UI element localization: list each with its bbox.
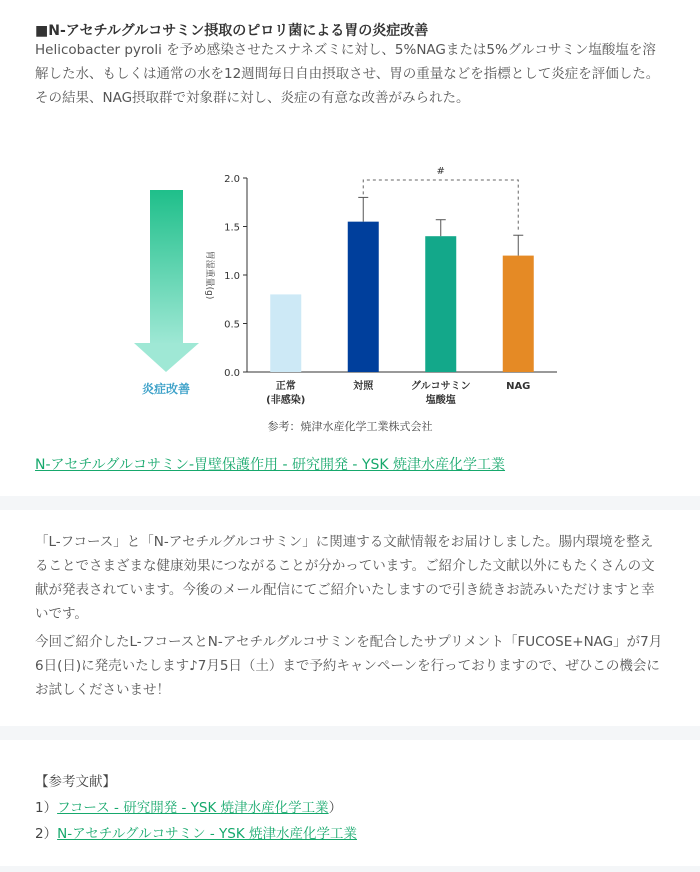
y-tick-label: 1.0 [224,271,240,282]
reference-link-nag[interactable]: N-アセチルグルコサミン - YSK 焼津水産化学工業 [57,826,357,842]
summary-paragraph: 「L-フコース」と「N-アセチルグルコサミン」に関連する文献情報をお届けしました。腸内環境を整えることでさまざまな健康効果につながることが分かっています。ご紹介した文献以外にもたくさんの文献が発表されています。今後のメール配信にてご紹介いたしますので引き続きお読みいただけますと幸いです。 [35,534,655,622]
y-tick-label: 0.0 [224,368,240,379]
bar-2 [425,236,456,372]
y-tick-label: 2.0 [224,174,240,185]
bar-3 [503,256,534,372]
x-tick-labels [266,379,530,406]
y-tick-label: 0.5 [224,319,240,331]
references-section [0,740,700,866]
significance-label: # [436,166,445,177]
reference-item [35,822,357,842]
y-axis-label: 胃湿重量(g) [204,250,214,300]
x-tick-label: グルコサミン [410,381,471,392]
bar-0 [270,294,301,372]
bar-1 [348,222,379,372]
x-tick-label: 対照 [353,381,374,392]
x-tick-label: NAG [506,381,531,392]
reference-item [35,796,342,816]
chart-bars [270,197,534,372]
source-note: 参考：焼津水産化学工業株式会社 [267,420,433,433]
reference-link-fucose[interactable]: フコース - 研究開発 - YSK 焼津水産化学工業 [57,800,329,816]
x-tick-label: 塩酸塩 [425,395,456,406]
references-title: 【参考文献】 [35,774,116,790]
x-tick-label: 正常 [275,381,296,392]
x-tick-label: (非感染) [266,395,306,406]
stomach-weight-chart [0,150,700,420]
y-ticks [224,174,247,379]
message-section [0,510,700,726]
reference-number: 1） [35,800,58,816]
reference-number: 2） [35,826,58,842]
reference-suffix: ） [328,800,343,816]
improvement-arrow-icon [134,190,199,372]
product-announcement: 今回ご紹介したL-フコースとN-アセチルグルコサミンを配合したサプリメント「FUCOSE+NAG」が7月6日(日)に発売いたします♪7月5日（土）まで予約キャンペーンを行っておりますので、ぜひこの機会にお試しくださいませ！ [35,634,663,698]
arrow-label: 炎症改善 [141,382,191,396]
y-tick-label: 1.5 [224,222,240,234]
section-heading: ■N-アセチルグルコサミン摂取のピロリ菌による胃の炎症改善 [35,23,429,39]
nag-research-link[interactable]: N-アセチルグルコサミン-胃壁保護作用 - 研究開発 - YSK 焼津水産化学工業 [35,457,506,473]
study-description: Helicobacter pyroli を予め感染させたスナネズミに対し、5%NAGまたは5%グルコサミン塩酸塩を溶解した水、もしくは通常の水を12週間毎日自由摂取させ、胃の重量などを指標として炎症を評価した。その結果、NAG摂取群で対象群に対し、炎症の有意な改善がみられた。 [35,42,660,106]
